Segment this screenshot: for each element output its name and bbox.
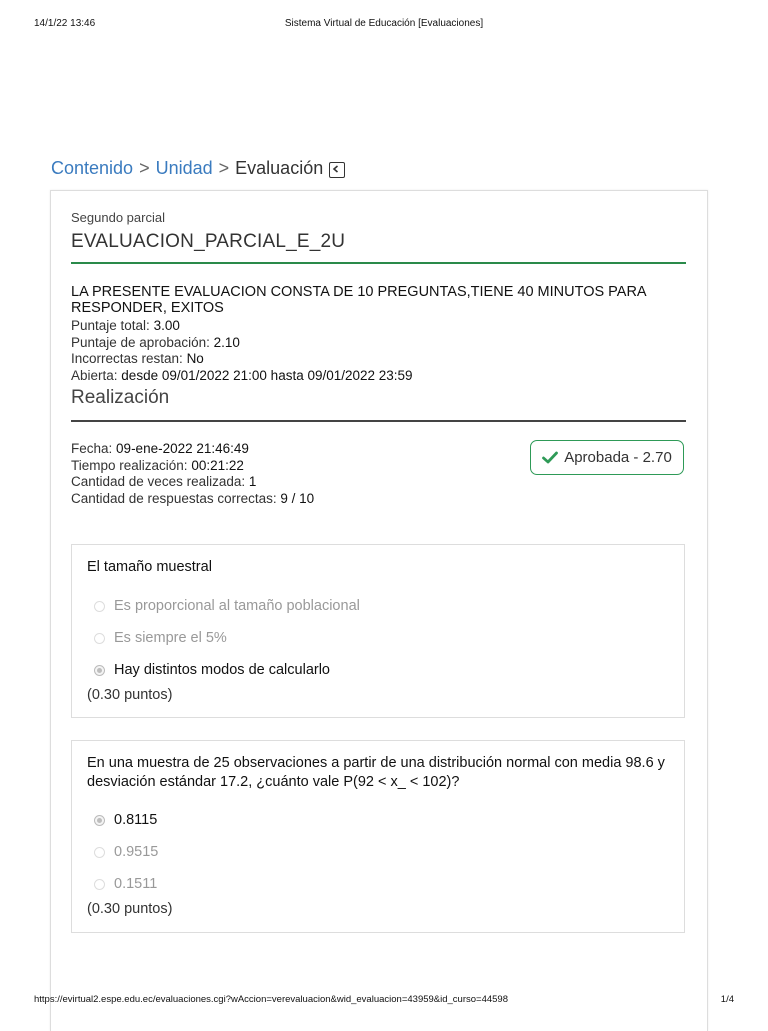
evaluation-meta [71, 318, 686, 384]
realizacion-stats [71, 441, 471, 507]
radio-button[interactable] [94, 601, 105, 612]
radio-button[interactable] [94, 879, 105, 890]
answer-option[interactable]: 0.9515 [94, 844, 158, 860]
breadcrumb [51, 158, 345, 179]
radio-button[interactable] [94, 633, 105, 644]
answer-option[interactable]: 0.1511 [94, 876, 157, 892]
print-page-title: Sistema Virtual de Educación [Evaluaciones] [284, 18, 484, 29]
radio-button[interactable] [94, 665, 105, 676]
radio-button[interactable] [94, 815, 105, 826]
answer-option-selected[interactable]: Hay distintos modos de calcularlo [94, 662, 330, 678]
breadcrumb-separator: > [139, 158, 150, 178]
realizacion-heading: Realización [71, 387, 170, 408]
stat-row: Fecha: 09-ene-2022 21:46:49 [71, 441, 249, 456]
evaluation-title: EVALUACION_PARCIAL_E_2U [71, 231, 346, 252]
evaluation-subtitle: Segundo parcial [71, 210, 165, 225]
stat-row: Tiempo realización: 00:21:22 [71, 457, 244, 473]
question-points: (0.30 puntos) [87, 687, 173, 703]
question-card [71, 740, 685, 933]
breadcrumb-separator: > [218, 158, 230, 178]
meta-row: Puntaje de aprobación: 2.10 [71, 334, 240, 350]
answer-option-selected[interactable]: 0.8115 [94, 812, 157, 828]
check-icon [542, 451, 558, 464]
answer-option[interactable]: Es siempre el 5% [94, 630, 227, 646]
stat-row: Cantidad de veces realizada: 1 [71, 474, 257, 489]
title-divider [71, 262, 686, 264]
chevron-left-square-icon[interactable] [329, 162, 345, 178]
status-badge-label: Aprobada - 2.70 [564, 449, 672, 466]
evaluation-description: LA PRESENTE EVALUACION CONSTA DE 10 PREGUNTAS,TIENE 40 MINUTOS PARA RESPONDER, EXITOS [71, 284, 646, 316]
breadcrumb-link-unidad[interactable]: Unidad [155, 158, 213, 178]
meta-row: Puntaje total: 3.00 [71, 318, 180, 333]
meta-row: Incorrectas restan: No [71, 351, 204, 366]
answer-option[interactable]: Es proporcional al tamaño poblacional [94, 598, 360, 614]
question-text: El tamaño muestral [87, 559, 212, 575]
question-points: (0.30 puntos) [87, 901, 173, 917]
question-card [71, 544, 685, 718]
print-date: 14/1/22 13:46 [34, 18, 96, 29]
status-badge [530, 440, 684, 475]
breadcrumb-link-contenido[interactable]: Contenido [51, 158, 134, 178]
question-text: En una muestra de 25 observaciones a partir de una distribución normal con media 98.6 y desviación estándar 17.2, ¿cuánto vale P(92 < x_ < 102)? [87, 755, 665, 790]
page-url: https://evirtual2.espe.edu.ec/evaluaciones.cgi?wAccion=verevaluacion&wid_evaluacion=43959&id_curso=44598 [34, 994, 508, 1005]
stat-row: Cantidad de respuestas correctas: 9 / 10 [71, 490, 315, 506]
evaluation-card [50, 190, 708, 1031]
section-divider [71, 420, 686, 422]
radio-button[interactable] [94, 847, 105, 858]
breadcrumb-current: Evaluación [235, 158, 324, 178]
meta-row: Abierta: desde 09/01/2022 21:00 hasta 09/01/2022 23:59 [71, 367, 413, 383]
page-number: 1/4 [720, 994, 734, 1005]
